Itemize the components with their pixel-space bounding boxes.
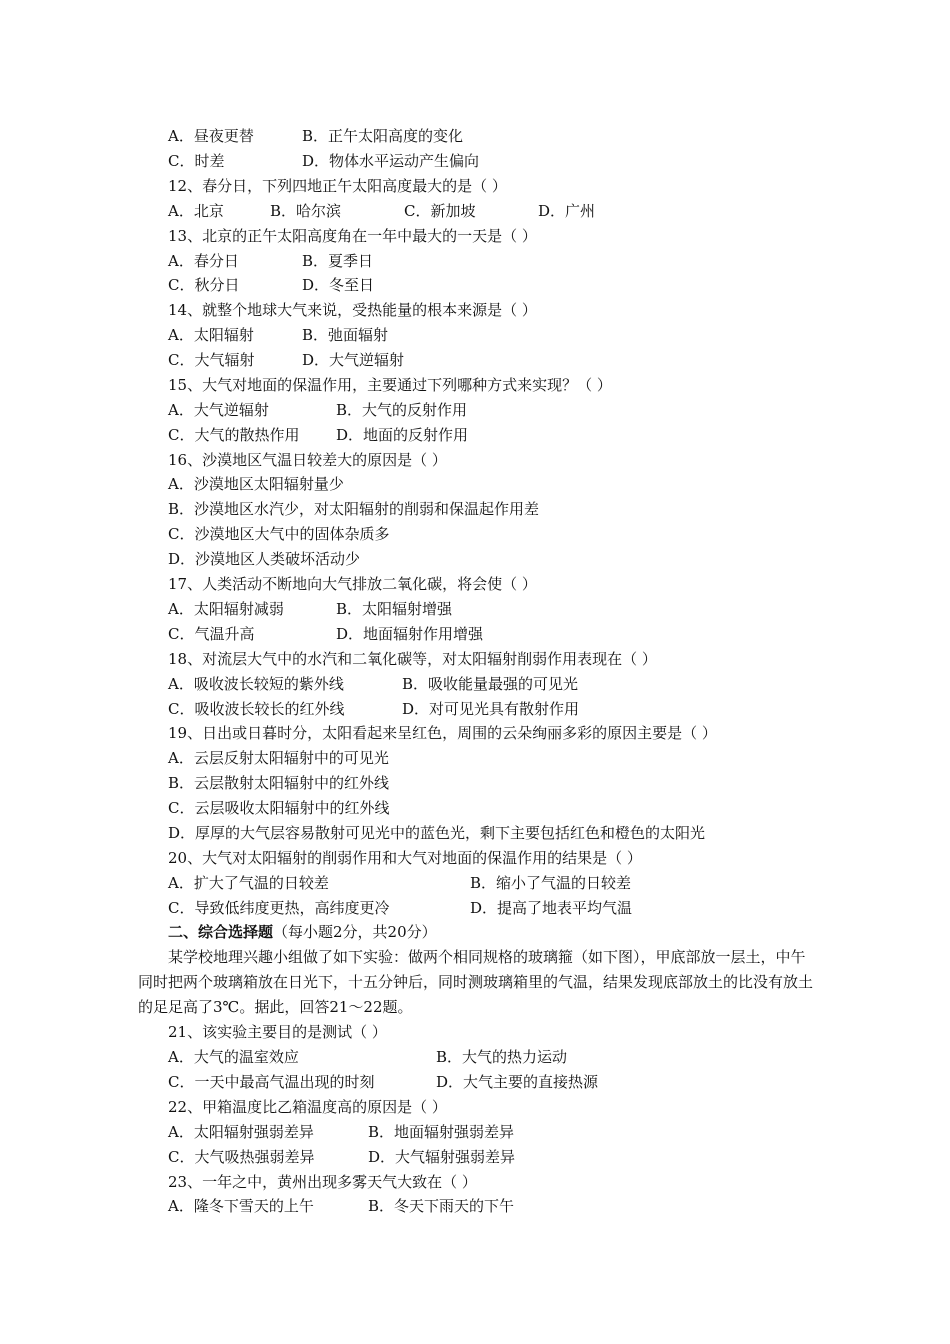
option: D．冬至日 bbox=[302, 276, 375, 294]
option: C．导致低纬度更热，高纬度更冷 bbox=[168, 899, 390, 917]
option-line: B．云层散射太阳辐射中的红外线 bbox=[168, 774, 390, 792]
option: A．吸收波长较短的紫外线 bbox=[168, 675, 344, 693]
option: C．一天中最高气温出现的时刻 bbox=[168, 1073, 375, 1091]
option: D．大气逆辐射 bbox=[302, 351, 405, 369]
option: D．物体水平运动产生偏向 bbox=[302, 152, 480, 170]
option: B．哈尔滨 bbox=[270, 202, 342, 220]
section-heading bbox=[168, 920, 437, 944]
option-line: B．沙漠地区水汽少，对太阳辐射的削弱和保温起作用差 bbox=[168, 500, 540, 518]
question-17: 17、人类活动不断地向大气排放二氧化碳，将会使（ ） bbox=[168, 575, 537, 593]
option: C．大气辐射 bbox=[168, 351, 255, 369]
option: D．大气辐射强弱差异 bbox=[368, 1148, 516, 1166]
option: B．地面辐射强弱差异 bbox=[368, 1123, 515, 1141]
question-22: 22、甲箱温度比乙箱温度高的原因是（ ） bbox=[168, 1098, 447, 1116]
option: C．吸收波长较长的红外线 bbox=[168, 700, 345, 718]
option: B．大气的热力运动 bbox=[436, 1048, 568, 1066]
option: C．秋分日 bbox=[168, 276, 240, 294]
option: B．吸收能量最强的可见光 bbox=[402, 675, 579, 693]
option: D．提高了地表平均气温 bbox=[470, 899, 633, 917]
option: D．广州 bbox=[538, 202, 596, 220]
option: A．北京 bbox=[168, 202, 224, 220]
option: C．大气吸热强弱差异 bbox=[168, 1148, 315, 1166]
option: C．气温升高 bbox=[168, 625, 255, 643]
option: B．大气的反射作用 bbox=[336, 401, 468, 419]
option: A．扩大了气温的日较差 bbox=[168, 874, 329, 892]
option: B．太阳辐射增强 bbox=[336, 600, 453, 618]
option: D．地面的反射作用 bbox=[336, 426, 469, 444]
question-14: 14、就整个地球大气来说，受热能量的根本来源是（ ） bbox=[168, 301, 537, 319]
question-18: 18、对流层大气中的水汽和二氧化碳等，对太阳辐射削弱作用表现在（ ） bbox=[168, 650, 657, 668]
option: A．大气逆辐射 bbox=[168, 401, 269, 419]
option: C．时差 bbox=[168, 152, 225, 170]
question-23: 23、一年之中，黄州出现多雾天气大致在（ ） bbox=[168, 1173, 477, 1191]
option-line: C．沙漠地区大气中的固体杂质多 bbox=[168, 525, 390, 543]
option: D．大气主要的直接热源 bbox=[436, 1073, 599, 1091]
question-19: 19、日出或日暮时分，太阳看起来呈红色，周围的云朵绚丽多彩的原因主要是（ ） bbox=[168, 724, 717, 742]
option: B．夏季日 bbox=[302, 252, 374, 270]
option: A．春分日 bbox=[168, 252, 239, 270]
option: B．弛面辐射 bbox=[302, 326, 389, 344]
option: C．新加坡 bbox=[404, 202, 476, 220]
option: B．缩小了气温的日较差 bbox=[470, 874, 632, 892]
question-15: 15、大气对地面的保温作用，主要通过下列哪种方式来实现？（ ） bbox=[168, 376, 612, 394]
option: A．大气的温室效应 bbox=[168, 1048, 299, 1066]
option: A．隆冬下雪天的上午 bbox=[168, 1197, 314, 1215]
option: A．太阳辐射减弱 bbox=[168, 600, 284, 618]
question-12: 12、春分日，下列四地正午太阳高度最大的是（ ） bbox=[168, 177, 507, 195]
question-21: 21、该实验主要目的是测试（ ） bbox=[168, 1023, 387, 1041]
option-line: C．云层吸收太阳辐射中的红外线 bbox=[168, 799, 390, 817]
section-title: 二、综合选择题 bbox=[168, 923, 274, 941]
option-line: D．沙漠地区人类破坏活动少 bbox=[168, 550, 361, 568]
option: D．对可见光具有散射作用 bbox=[402, 700, 580, 718]
experiment-paragraph: 某学校地理兴趣小组做了如下实验：做两个相同规格的玻璃箍（如下图），甲底部放一层土，中午同时把两个玻璃箱放在日光下，十五分钟后，同时测玻璃箱里的气温，结果发现底部放土的比没有放土的足足高了3℃。据此，回答21～22题。 bbox=[138, 948, 814, 1016]
option: D．地面辐射作用增强 bbox=[336, 625, 484, 643]
option-line: A．云层反射太阳辐射中的可见光 bbox=[168, 749, 389, 767]
question-20: 20、大气对太阳辐射的削弱作用和大气对地面的保温作用的结果是（ ） bbox=[168, 849, 642, 867]
question-13: 13、北京的正午太阳高度角在一年中最大的一天是（ ） bbox=[168, 227, 537, 245]
option: A．昼夜更替 bbox=[168, 127, 254, 145]
section-note: （每小题2分，共20分） bbox=[273, 923, 437, 941]
option-line: D．厚厚的大气层容易散射可见光中的蓝色光，剩下主要包括红色和橙色的太阳光 bbox=[168, 824, 706, 842]
option-line: A．沙漠地区太阳辐射量少 bbox=[168, 475, 344, 493]
option: C．大气的散热作用 bbox=[168, 426, 300, 444]
option: A．太阳辐射强弱差异 bbox=[168, 1123, 314, 1141]
option: B．冬天下雨天的下午 bbox=[368, 1197, 515, 1215]
option: B．正午太阳高度的变化 bbox=[302, 127, 464, 145]
option: A．太阳辐射 bbox=[168, 326, 254, 344]
question-16: 16、沙漠地区气温日较差大的原因是（ ） bbox=[168, 451, 447, 469]
